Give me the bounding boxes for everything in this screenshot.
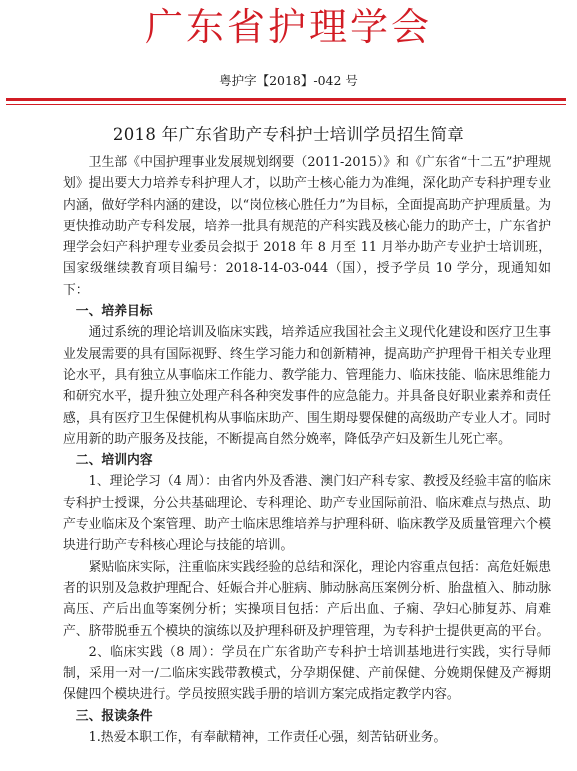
requirement-item-1: 1.热爱本职工作，有奉献精神，工作责任心强，刻苦钻研业务。 (88, 730, 447, 746)
document-number: 粤护字【2018】-042 号 (219, 73, 358, 88)
intro-paragraph: 卫生部《中国护理事业发展规划纲要（2011-2015）》和《广东省“十二五”护理规划》提出要大力培养专科护理人才，以助产士核心能力为准绳，深化助产专科护理专业内涵，做好学科内涵的建设，以“岗位核心胜任力”为目标，全面提高助产护理质量。为更快推动助产专科发展，培养一批具有规范的产科实践及核心能力的助产士，广东省护理学会妇产科护理专业委员会拟于 2018 年 8 月至 11 月举办助产专业护士培训班，国家级继续教育项目编号：2018-14-03-044（国），授予学员 10 学分，现通知如下： (63, 155, 551, 298)
header-rule-thin (6, 104, 566, 105)
section-heading-goals: 一、培养目标 (75, 304, 153, 320)
theory-paragraph: 1、理论学习（4 周）：由省内外及香港、澳门妇产科专家、教授及经验丰富的临床专科护士授课，分公共基础理论、专科理论、助产专业国际前沿、临床难点与热点、助产专业临床及个案管理、助产士临床思维培养与护理科研、临床教学及质量管理六个模块进行助产专科核心理论与技能的培训。 (63, 474, 551, 554)
header-rule-thick (6, 98, 566, 101)
goals-paragraph: 通过系统的理论培训及临床实践，培养适应我国社会主义现代化建设和医疗卫生事业发展需要的具有国际视野、终生学习能力和创新精神，提高助产护理骨干相关专业理论水平，具有独立从事临床工作能力、教学能力、管理能力、临床技能、临床思维能力和研究水平，提升独立处理产科各种突发事件的应急能力。并具备良好职业素养和责任感，具有医疗卫生保健机构从事临床助产、围生期母婴保健的高级助产专业人才。同时应用新的助产服务及技能，不断提高自然分娩率，降低孕产妇及新生儿死亡率。 (63, 325, 551, 447)
section-heading-requirements: 三、报读条件 (75, 708, 153, 724)
clinical-practice-paragraph: 2、临床实践（8 周）：学员在广东省助产专科护士培训基地进行实践，实行导师制，采用一对一/二临床实践带教模式，分孕期保健、产前保健、分娩期保健及产褥期保健四个模块进行。学员按照实践手册的培训方案完成指定教学内容。 (63, 644, 551, 703)
section-heading-content: 二、培训内容 (75, 453, 153, 469)
document-title: 2018 年广东省助产专科护士培训学员招生简章 (112, 125, 465, 144)
document-body (63, 152, 551, 748)
clinical-focus-paragraph: 紧贴临床实际，注重临床实践经验的总结和深化，理论内容重点包括：高危妊娠患者的识别及急救护理配合、妊娠合并心脏病、肺动脉高压案例分析、胎盘植入、肺动脉高压、产后出血等案例分析；实操项目包括：产后出血、子痫、孕妇心肺复苏、肩难产、脐带脱垂五个模块的演练以及护理科研及护理管理，为专科护士提供更高的平台。 (63, 559, 551, 639)
organization-name: 广东省护理学会 (144, 5, 432, 49)
